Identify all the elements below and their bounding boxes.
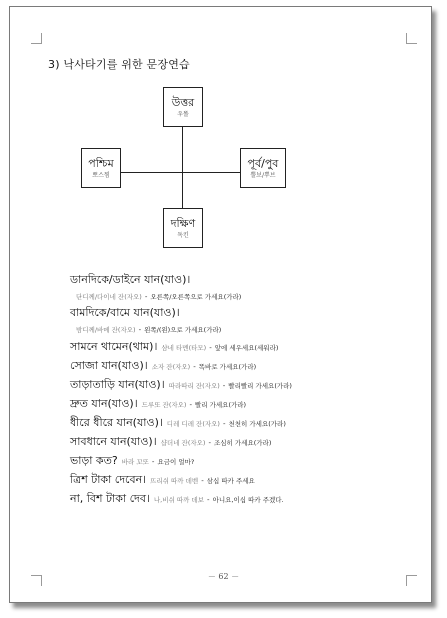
phrase-bengali: দ্রুত যান(যাও)। (70, 397, 138, 410)
compass-south-box (163, 208, 203, 248)
phrase-meaning: 삼십 따카 주세요 (206, 477, 255, 485)
phrase-pronunciation: 밤디께/바메 잔(자오) (76, 326, 136, 334)
phrase-row (70, 489, 415, 508)
compass-north-box (163, 87, 203, 127)
phrase-dash: - (207, 496, 210, 504)
compass-west-box (81, 148, 121, 188)
phrase-dash: - (189, 401, 192, 409)
north-bengali: উত্তর (171, 95, 195, 109)
page-number: － 62 － (207, 572, 240, 581)
phrase-bengali: ত্রিশ টাকা দেবেন। (70, 473, 147, 486)
phrase-meaning: 아니요,이십 따카 주겠다. (212, 496, 284, 504)
compass-vertical-line (182, 126, 183, 210)
east-bengali: পূর্ব/পুব (247, 156, 279, 170)
phrase-pronunciation: 드루또 잔(자오) (141, 401, 187, 409)
phrase-pronunciation: 디레 디레 잔(자오) (166, 420, 220, 428)
phrase-bengali: সোজা যান(যাও)। (70, 359, 148, 372)
phrase-meaning: 천천히 가세요(가라) (228, 420, 286, 428)
crop-mark-top-left (31, 33, 42, 44)
phrase-meaning: 빨리빨리 가세요(가라) (228, 382, 292, 390)
phrase-dash: - (222, 382, 226, 390)
south-korean: 독킨 (177, 231, 189, 239)
phrase-row (70, 375, 415, 394)
phrase-pronunciation: 나,비쉬 따까 데보 (153, 496, 205, 504)
phrase-bengali: ডানদিকে/ডাইনে যান(যাও)। (70, 273, 191, 286)
phrase-row (70, 413, 415, 432)
south-bengali: দক্ষিণ (170, 216, 196, 230)
phrase-bengali: সামনে থামেন(থাম)। (70, 340, 158, 353)
phrase-row (70, 304, 415, 337)
phrase-meaning: 빨리 가세요(가라) (195, 401, 247, 409)
compass-horizontal-line (109, 172, 249, 173)
phrase-row (70, 271, 415, 304)
phrase-bengali: না, বিশ টাকা দেব। (70, 492, 150, 505)
phrase-bengali: তাড়াতাড়ি যান(যাও)। (70, 378, 165, 391)
phrase-pronunciation: 따라따리 잔(자오) (168, 382, 220, 390)
phrase-dash: - (151, 458, 155, 466)
phrase-row (70, 394, 415, 413)
phrase-dash: - (208, 439, 211, 447)
phrase-row (70, 470, 415, 489)
phrase-dash: - (193, 363, 196, 371)
phrase-bengali: ভাড়া কত? (70, 454, 118, 467)
phrase-row (70, 356, 415, 375)
phrase-dash: - (209, 344, 212, 352)
phrase-meaning: 조심히 가세요(가라) (214, 439, 272, 447)
phrase-meaning: 요금이 얼마? (157, 458, 195, 466)
phrase-dash: - (138, 326, 142, 334)
compass-east-box (240, 148, 286, 188)
phrase-meaning: 오른쪽/오른쪽으로 가세요(가라) (150, 293, 242, 301)
west-korean: 뽀스찜 (92, 171, 110, 179)
east-korean: 뿔보/뿌브 (250, 171, 276, 179)
phrase-bengali: সাবধানে যান(যাও)। (70, 435, 157, 448)
phrase-dash: - (201, 477, 204, 485)
phrase-meaning: 똑바로 가세요(가라) (198, 363, 257, 371)
phrase-list (70, 271, 415, 508)
north-korean: 우똘 (177, 110, 189, 118)
phrase-row (70, 432, 415, 451)
section-title: 3) 낙사타기를 위한 문장연습 (48, 58, 190, 71)
phrase-pronunciation: 단디께/다이네 잔(자오) (76, 293, 142, 301)
phrase-bengali: ধীরে ধীরে যান(যাও)। (70, 416, 163, 429)
phrase-dash: - (222, 420, 226, 428)
phrase-pronunciation: 뜨리쉬 따까 데벤 (150, 477, 199, 485)
phrase-pronunciation: 샵더네 잔(자오) (160, 439, 206, 447)
phrase-pronunciation: 바라 꼬또 (121, 458, 149, 466)
phrase-meaning: 왼쪽/(왼)으로 가세요(가라) (144, 326, 222, 334)
crop-mark-top-right (406, 33, 417, 44)
phrase-pronunciation: 소자 잔(자오) (151, 363, 191, 371)
west-bengali: পশ্চিম (88, 156, 114, 170)
phrase-meaning: 앞에 세우세요(세워라) (214, 344, 279, 352)
phrase-dash: - (144, 293, 148, 301)
phrase-bengali: বামদিকে/বামে যান(যাও)। (70, 306, 180, 319)
phrase-row (70, 337, 415, 356)
phrase-row (70, 451, 415, 470)
phrase-pronunciation: 샴네 타멘(타모) (161, 344, 207, 352)
